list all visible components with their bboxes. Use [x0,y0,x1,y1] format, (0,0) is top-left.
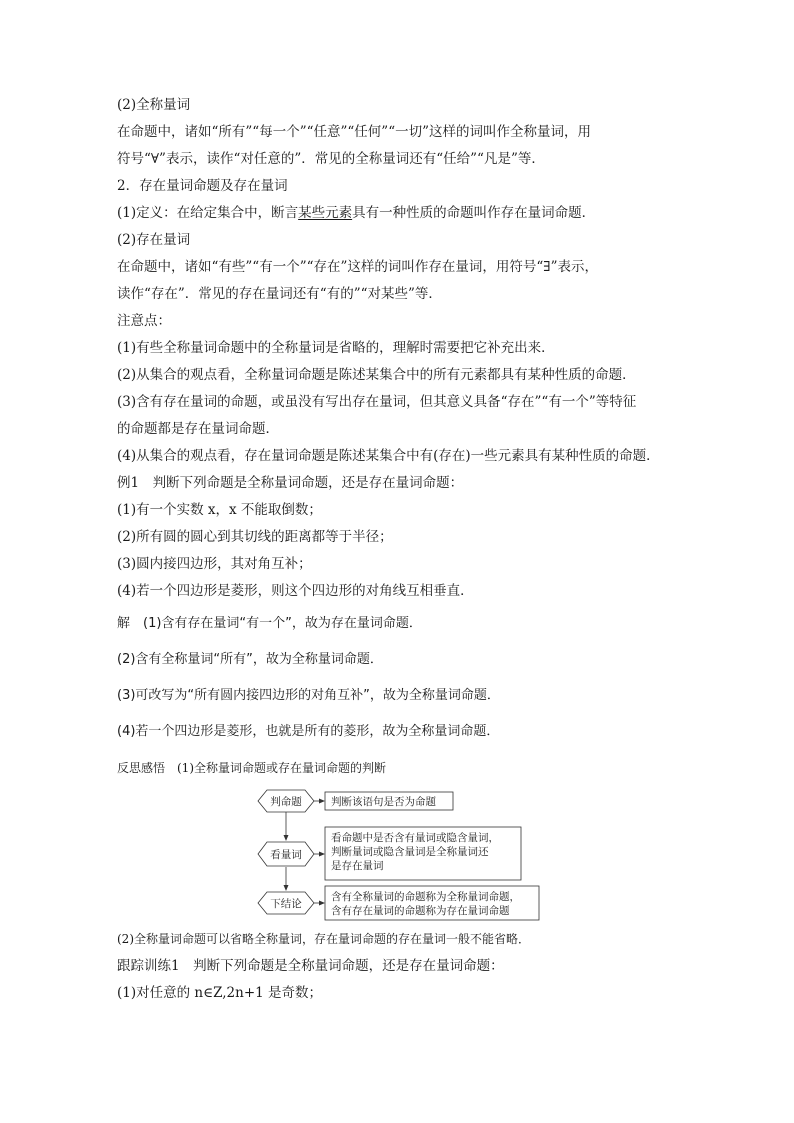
flow-step-1 [258,790,453,812]
underlined-term: 某些元素 [298,205,353,221]
note-item: (1)有些全称量词命题中的全称量词是省略的，理解时需要把它补充出来． [117,340,555,356]
note-item: (3)含有存在量词的命题，或虽没有写出存在量词，但其意义具备“存在”“有一个”等特征 [117,394,637,410]
note-item: (4)从集合的观点看，存在量词命题是陈述某集合中有(存在)一些元素具有某种性质的命题． [117,448,660,464]
paragraph-line: 在命题中，诸如“所有”“每一个”“任意”“任何”“一切”这样的词叫作全称量词，用 [117,124,592,140]
step-label: 下结论 [270,898,302,910]
subheading-existential-quantifier: (2)存在量词 [117,232,191,248]
definition-text: (1)定义：在给定集合中，断言 [117,205,299,221]
arrowhead-icon [284,835,289,841]
arrowhead-icon [319,852,325,857]
paragraph-line: 读作“存在”．常见的存在量词还有“有的”“对某些”等． [117,286,442,302]
paragraph-line: 在命题中，诸如“有些”“有一个”“存在”这样的词叫作存在量词，用符号“∃”表示， [117,259,599,275]
step-description: 判断量词或隐含量词是全称量词还 [331,846,489,858]
example-item: (4)若一个四边形是菱形，则这个四边形的对角线互相垂直． [117,583,474,599]
example-item: (3)圆内接四边形，其对角互补； [117,556,312,572]
step-description: 含有存在量词的命题称为存在量词命题 [331,905,510,917]
solution-line: (4)若一个四边形是菱形，也就是所有的菱形，故为全称量词命题． [117,724,500,739]
flow-step-2 [258,827,521,880]
judgment-flowchart [255,785,545,925]
arrowhead-icon [319,799,325,804]
step-description: 是存在量词 [331,860,384,872]
example-heading: 例1 判断下列命题是全称量词命题，还是存在量词命题： [117,475,464,491]
step-description: 含有全称量词的命题称为全称量词命题， [331,891,520,903]
practice-item: (1)对任意的 n∈Z,2n+1 是奇数； [117,985,323,1001]
reflection-note: (2)全称量词命题可以省略全称量词，存在量词命题的存在量词一般不能省略． [117,932,531,946]
notes-heading: 注意点： [117,313,171,329]
solution-line: 解 (1)含有存在量词“有一个”，故为存在量词命题． [117,616,422,631]
practice-heading: 跟踪训练1 判断下列命题是全称量词命题，还是存在量词命题： [117,958,504,974]
definition-line [117,204,595,222]
step-description: 看命题中是否含有量词或隐含量词， [331,832,499,844]
solution-line: (3)可改写为“所有圆内接四边形的对角互补”，故为全称量词命题． [117,688,500,703]
example-item: (2)所有圆的圆心到其切线的距离都等于半径； [117,529,393,545]
note-item: (2)从集合的观点看，全称量词命题是陈述某集合中的所有元素都具有某种性质的命题． [117,367,636,383]
arrowhead-icon [284,885,289,891]
arrowhead-icon [319,901,325,906]
flow-step-3 [258,886,539,920]
step-label: 看量词 [270,849,302,861]
step-label: 判命题 [270,796,302,808]
note-item-continued: 的命题都是存在量词命题． [117,421,279,437]
reflection-heading: 反思感悟 (1)全称量词命题或存在量词命题的判断 [117,761,386,775]
step-description: 判断该语句是否为命题 [331,796,436,808]
example-item: (1)有一个实数 x，x 不能取倒数； [117,502,322,518]
section-heading-existential: 2．存在量词命题及存在量词 [117,178,288,194]
paragraph-line: 符号“∀”表示，读作“对任意的”．常见的全称量词还有“任给”“凡是”等． [117,151,545,167]
definition-text: 具有一种性质的命题叫作存在量词命题． [352,205,596,221]
heading-universal-quantifier: (2)全称量词 [117,97,191,113]
solution-line: (2)含有全称量词“所有”，故为全称量词命题． [117,652,383,667]
